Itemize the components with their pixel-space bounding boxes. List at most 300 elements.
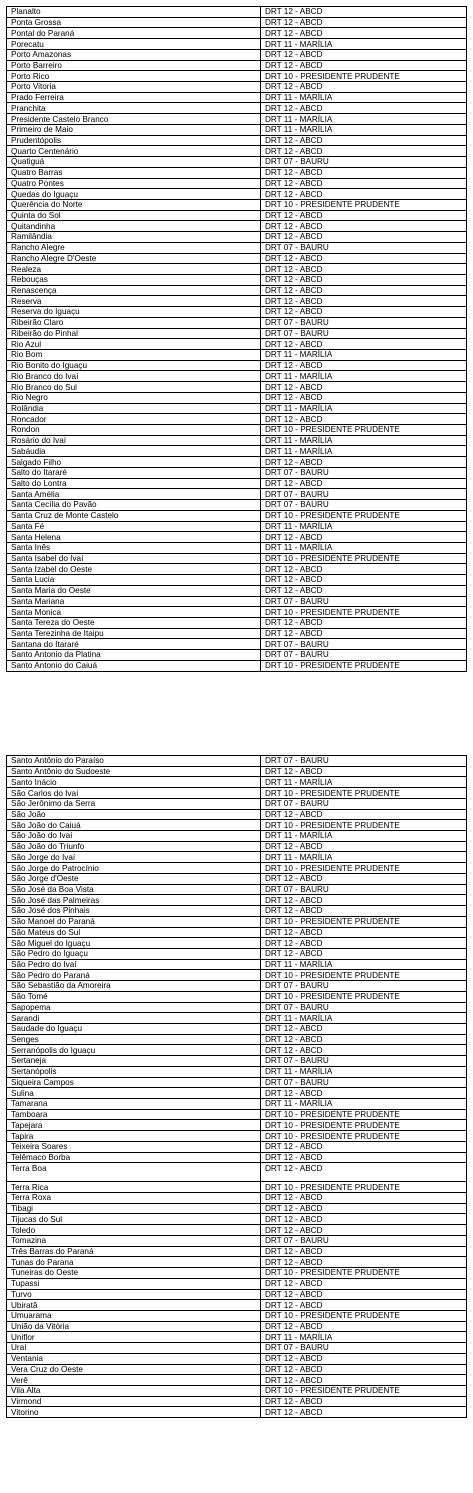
drt-region-cell: DRT 12 - ABCD [261,232,467,243]
municipality-table-2 [6,755,467,1418]
drt-region-cell: DRT 12 - ABCD [261,17,467,28]
table-row [7,553,467,564]
municipality-cell: Umuarama [7,1310,261,1321]
municipality-table-1 [6,6,467,672]
drt-region-cell: DRT 12 - ABCD [261,1141,467,1152]
municipality-cell: Vitorino [7,1407,261,1418]
drt-region-cell: DRT 12 - ABCD [261,906,467,917]
municipality-cell: Toledo [7,1225,261,1236]
drt-region-cell: DRT 07 - BAURU [261,157,467,168]
table-row [7,478,467,489]
table-row [7,17,467,28]
table-row [7,350,467,361]
municipality-cell: Quatro Barras [7,167,261,178]
table-row [7,274,467,285]
municipality-cell: Vila Alta [7,1385,261,1396]
drt-region-cell: DRT 07 - BAURU [261,242,467,253]
table-row [7,49,467,60]
drt-region-cell: DRT 12 - ABCD [261,1088,467,1099]
municipality-cell: Salgado Filho [7,457,261,468]
table-row [7,500,467,511]
drt-region-cell: DRT 12 - ABCD [261,382,467,393]
drt-region-cell: DRT 12 - ABCD [261,1321,467,1332]
table-row [7,1321,467,1332]
drt-region-cell: DRT 11 - MARÍLIA [261,446,467,457]
municipality-cell: São José da Boa Vista [7,884,261,895]
table-row [7,542,467,553]
municipality-cell: Três Barras do Paraná [7,1246,261,1257]
municipality-cell: Terra Boa [7,1163,261,1182]
municipality-cell: Virmond [7,1396,261,1407]
municipality-cell: Terra Rica [7,1182,261,1193]
municipality-cell: Reserva do Iguaçu [7,307,261,318]
table-row [7,884,467,895]
drt-region-cell: DRT 07 - BAURU [261,981,467,992]
drt-region-cell: DRT 12 - ABCD [261,1152,467,1163]
municipality-cell: São Manoel do Paraná [7,916,261,927]
municipality-cell: Santa Cecília do Pavão [7,500,261,511]
table-row [7,607,467,618]
municipality-cell: Quedas do Iguaçu [7,189,261,200]
table-row [7,927,467,938]
drt-region-cell: DRT 11 - MARÍLIA [261,124,467,135]
drt-region-cell: DRT 10 - PRESIDENTE PRUDENTE [261,1131,467,1142]
drt-region-cell: DRT 12 - ABCD [261,1289,467,1300]
table-row [7,532,467,543]
municipality-cell: Santa Fé [7,521,261,532]
drt-region-cell: DRT 12 - ABCD [261,146,467,157]
table-row [7,575,467,586]
table-row [7,242,467,253]
municipality-cell: Primeiro de Maio [7,124,261,135]
drt-region-cell: DRT 10 - PRESIDENTE PRUDENTE [261,788,467,799]
table-row [7,39,467,50]
drt-region-cell: DRT 10 - PRESIDENTE PRUDENTE [261,607,467,618]
municipality-cell: Rolândia [7,403,261,414]
municipality-cell: Prado Ferreira [7,92,261,103]
municipality-cell: Santo Antonio do Caiuá [7,660,261,671]
table-row [7,71,467,82]
table-row [7,135,467,146]
drt-region-cell: DRT 12 - ABCD [261,1278,467,1289]
table-row [7,948,467,959]
table-row [7,564,467,575]
table-row [7,1163,467,1182]
municipality-cell: São João do Triunfo [7,841,261,852]
municipality-cell: Turvo [7,1289,261,1300]
drt-region-cell: DRT 12 - ABCD [261,585,467,596]
drt-region-cell: DRT 11 - MARÍLIA [261,542,467,553]
table-row [7,178,467,189]
municipality-cell: Tapejara [7,1120,261,1131]
municipality-cell: Realeza [7,264,261,275]
table-row [7,1182,467,1193]
municipality-cell: São Miguel do Iguaçu [7,938,261,949]
table-row [7,124,467,135]
municipality-cell: São João [7,809,261,820]
drt-region-cell: DRT 12 - ABCD [261,1163,467,1182]
drt-region-cell: DRT 07 - BAURU [261,1343,467,1354]
municipality-cell: Santo Inácio [7,777,261,788]
drt-region-cell: DRT 12 - ABCD [261,841,467,852]
municipality-cell: São Jorge d'Oeste [7,873,261,884]
table-row [7,1268,467,1279]
municipality-cell: Santa Cruz de Monte Castelo [7,510,261,521]
table-row [7,1131,467,1142]
municipality-cell: Rio Bonito do Iguaçu [7,360,261,371]
table-row [7,7,467,18]
municipality-cell: Salto do Itararé [7,467,261,478]
drt-region-cell: DRT 12 - ABCD [261,948,467,959]
municipality-cell: Vera Cruz do Oeste [7,1364,261,1375]
municipality-cell: Santa Lucia [7,575,261,586]
drt-region-cell: DRT 12 - ABCD [261,873,467,884]
municipality-cell: Terra Roxa [7,1193,261,1204]
municipality-cell: Saudade do Iguaçu [7,1023,261,1034]
table-row [7,510,467,521]
municipality-cell: Porecatu [7,39,261,50]
drt-region-cell: DRT 12 - ABCD [261,478,467,489]
table-row [7,457,467,468]
table-row [7,798,467,809]
table-row [7,296,467,307]
table-row [7,1023,467,1034]
municipality-cell: São Pedro do Ivaí [7,959,261,970]
table-row [7,895,467,906]
drt-region-cell: DRT 12 - ABCD [261,628,467,639]
municipality-cell: União da Vitória [7,1321,261,1332]
table-row [7,1013,467,1024]
drt-region-cell: DRT 12 - ABCD [261,274,467,285]
drt-region-cell: DRT 10 - PRESIDENTE PRUDENTE [261,820,467,831]
municipality-cell: Santa Amélia [7,489,261,500]
municipality-cell: São Pedro do Iguaçu [7,948,261,959]
table-row [7,1300,467,1311]
municipality-cell: Sapopema [7,1002,261,1013]
table-row [7,82,467,93]
drt-region-cell: DRT 12 - ABCD [261,167,467,178]
drt-region-cell: DRT 11 - MARÍLIA [261,371,467,382]
municipality-cell: Porto Vitoria [7,82,261,93]
table-row [7,1077,467,1088]
drt-region-cell: DRT 12 - ABCD [261,1364,467,1375]
table-row [7,1310,467,1321]
municipality-cell: Santa Maria do Oeste [7,585,261,596]
drt-region-cell: DRT 07 - BAURU [261,798,467,809]
municipality-cell: Porto Barreiro [7,60,261,71]
drt-region-cell: DRT 11 - MARÍLIA [261,350,467,361]
table-row [7,1332,467,1343]
municipality-cell: Pontal do Paraná [7,28,261,39]
drt-region-cell: DRT 10 - PRESIDENTE PRUDENTE [261,1310,467,1321]
drt-region-cell: DRT 12 - ABCD [261,1407,467,1418]
table-row [7,339,467,350]
drt-region-cell: DRT 12 - ABCD [261,1034,467,1045]
drt-region-cell: DRT 10 - PRESIDENTE PRUDENTE [261,1385,467,1396]
drt-region-cell: DRT 12 - ABCD [261,1300,467,1311]
table-row [7,1141,467,1152]
drt-region-cell: DRT 12 - ABCD [261,1257,467,1268]
municipality-cell: Quatro Pontes [7,178,261,189]
drt-region-cell: DRT 12 - ABCD [261,339,467,350]
municipality-cell: Rancho Alegre [7,242,261,253]
municipality-cell: Rio Negro [7,392,261,403]
table-row [7,1289,467,1300]
municipality-cell: Tamarana [7,1099,261,1110]
table-row [7,392,467,403]
municipality-cell: Santa Tereza do Oeste [7,617,261,628]
drt-region-cell: DRT 12 - ABCD [261,392,467,403]
municipality-cell: Quarto Centenário [7,146,261,157]
municipality-cell: Uniflor [7,1332,261,1343]
table-row [7,906,467,917]
drt-region-cell: DRT 12 - ABCD [261,938,467,949]
table-row [7,92,467,103]
drt-region-cell: DRT 12 - ABCD [261,1225,467,1236]
table-row [7,221,467,232]
drt-region-cell: DRT 12 - ABCD [261,60,467,71]
drt-region-cell: DRT 12 - ABCD [261,414,467,425]
municipality-cell: Ponta Grossa [7,17,261,28]
table-row [7,766,467,777]
table-row [7,253,467,264]
municipality-cell: São Carlos do Ivaí [7,788,261,799]
municipality-cell: Reserva [7,296,261,307]
table-row [7,1056,467,1067]
table-row [7,852,467,863]
municipality-cell: Rio Branco do Sul [7,382,261,393]
municipality-cell: Serranópolis do Iguaçu [7,1045,261,1056]
drt-region-cell: DRT 12 - ABCD [261,1353,467,1364]
drt-region-cell: DRT 12 - ABCD [261,766,467,777]
municipality-cell: São Jorge do Ivaí [7,852,261,863]
table-row [7,660,467,671]
drt-region-cell: DRT 11 - MARÍLIA [261,1099,467,1110]
table-row [7,788,467,799]
table-row [7,371,467,382]
table-row [7,938,467,949]
municipality-cell: Teixeira Soares [7,1141,261,1152]
municipality-cell: Porto Rico [7,71,261,82]
municipality-cell: Tamboara [7,1109,261,1120]
table-row [7,628,467,639]
drt-region-cell: DRT 12 - ABCD [261,253,467,264]
municipality-cell: Santa Inês [7,542,261,553]
table-row [7,820,467,831]
municipality-cell: Santa Izabel do Oeste [7,564,261,575]
drt-region-cell: DRT 10 - PRESIDENTE PRUDENTE [261,916,467,927]
drt-region-cell: DRT 12 - ABCD [261,809,467,820]
table-row [7,60,467,71]
municipality-cell: Rio Branco do Ivaí [7,371,261,382]
table-row [7,360,467,371]
municipality-cell: Tupassi [7,1278,261,1289]
municipality-cell: Rebouças [7,274,261,285]
municipality-cell: Santa Helena [7,532,261,543]
table-row [7,232,467,243]
municipality-cell: Porto Amazonas [7,49,261,60]
municipality-cell: Telêmaco Borba [7,1152,261,1163]
drt-region-cell: DRT 12 - ABCD [261,1214,467,1225]
drt-region-cell: DRT 07 - BAURU [261,489,467,500]
drt-region-cell: DRT 12 - ABCD [261,28,467,39]
municipality-cell: São Pedro do Paraná [7,970,261,981]
table-row [7,617,467,628]
table-row [7,1002,467,1013]
table-row [7,489,467,500]
drt-region-cell: DRT 12 - ABCD [261,575,467,586]
municipality-cell: São José das Palmeiras [7,895,261,906]
drt-region-cell: DRT 10 - PRESIDENTE PRUDENTE [261,970,467,981]
municipality-cell: Sabáudia [7,446,261,457]
table-row [7,103,467,114]
municipality-cell: Rondon [7,425,261,436]
drt-region-cell: DRT 07 - BAURU [261,500,467,511]
drt-region-cell: DRT 12 - ABCD [261,221,467,232]
table-row [7,414,467,425]
municipality-cell: São Sebastião da Amoreira [7,981,261,992]
drt-region-cell: DRT 11 - MARÍLIA [261,435,467,446]
municipality-cell: Quitandinha [7,221,261,232]
municipality-cell: Tibagi [7,1203,261,1214]
table-row [7,873,467,884]
drt-region-cell: DRT 12 - ABCD [261,296,467,307]
table-row [7,959,467,970]
table-row [7,756,467,767]
municipality-cell: Tapira [7,1131,261,1142]
drt-region-cell: DRT 12 - ABCD [261,895,467,906]
table-row [7,146,467,157]
drt-region-cell: DRT 10 - PRESIDENTE PRUDENTE [261,510,467,521]
drt-region-cell: DRT 11 - MARÍLIA [261,831,467,842]
drt-region-cell: DRT 11 - MARÍLIA [261,521,467,532]
municipality-cell: São Jerônimo da Serra [7,798,261,809]
drt-region-cell: DRT 10 - PRESIDENTE PRUDENTE [261,991,467,1002]
municipality-cell: Sarandi [7,1013,261,1024]
table-row [7,157,467,168]
drt-region-cell: DRT 12 - ABCD [261,1246,467,1257]
table-row [7,863,467,874]
table-row [7,1214,467,1225]
table-row [7,809,467,820]
municipality-cell: Sertaneja [7,1056,261,1067]
drt-region-cell: DRT 12 - ABCD [261,7,467,18]
drt-region-cell: DRT 11 - MARÍLIA [261,777,467,788]
table-row [7,1109,467,1120]
drt-region-cell: DRT 12 - ABCD [261,49,467,60]
table-row [7,1385,467,1396]
drt-region-cell: DRT 07 - BAURU [261,650,467,661]
table-row [7,1364,467,1375]
table-row [7,382,467,393]
drt-region-cell: DRT 11 - MARÍLIA [261,852,467,863]
municipality-cell: Querência do Norte [7,199,261,210]
municipality-cell: São Mateus do Sul [7,927,261,938]
drt-region-cell: DRT 12 - ABCD [261,360,467,371]
table-row [7,328,467,339]
drt-region-cell: DRT 07 - BAURU [261,1002,467,1013]
municipality-cell: Ribeirão Claro [7,317,261,328]
table-row [7,210,467,221]
municipality-cell: Sulina [7,1088,261,1099]
table-row [7,1407,467,1418]
municipality-cell: Verê [7,1375,261,1386]
table-row [7,1152,467,1163]
municipality-cell: Roncador [7,414,261,425]
table-row [7,199,467,210]
drt-region-cell: DRT 10 - PRESIDENTE PRUDENTE [261,199,467,210]
table-row [7,1343,467,1354]
table-row [7,1066,467,1077]
drt-region-cell: DRT 12 - ABCD [261,1193,467,1204]
municipality-cell: Ribeirão do Pinhal [7,328,261,339]
municipality-cell: Santa Terezinha de Itaipu [7,628,261,639]
table-row [7,1225,467,1236]
drt-region-cell: DRT 12 - ABCD [261,103,467,114]
municipality-cell: Tomazina [7,1235,261,1246]
municipality-cell: Santa Isabel do Ivaí [7,553,261,564]
municipality-cell: Renascença [7,285,261,296]
drt-region-cell: DRT 12 - ABCD [261,82,467,93]
table-row [7,403,467,414]
table-row [7,981,467,992]
municipality-cell: Quatiguá [7,157,261,168]
municipality-cell: Siqueira Campos [7,1077,261,1088]
drt-region-cell: DRT 12 - ABCD [261,457,467,468]
municipality-cell: Santo Antonio da Platina [7,650,261,661]
table-row [7,189,467,200]
municipality-cell: Uraí [7,1343,261,1354]
municipality-cell: Santa Monica [7,607,261,618]
drt-region-cell: DRT 12 - ABCD [261,1023,467,1034]
drt-region-cell: DRT 11 - MARÍLIA [261,1013,467,1024]
municipality-cell: Ubiratã [7,1300,261,1311]
drt-region-cell: DRT 07 - BAURU [261,467,467,478]
municipality-cell: Tunas do Parana [7,1257,261,1268]
drt-region-cell: DRT 11 - MARÍLIA [261,92,467,103]
municipality-cell: Rio Azul [7,339,261,350]
drt-region-cell: DRT 07 - BAURU [261,884,467,895]
drt-region-cell: DRT 07 - BAURU [261,1077,467,1088]
table-row [7,1246,467,1257]
drt-region-cell: DRT 07 - BAURU [261,639,467,650]
drt-region-cell: DRT 07 - BAURU [261,596,467,607]
drt-region-cell: DRT 11 - MARÍLIA [261,1332,467,1343]
drt-region-cell: DRT 07 - BAURU [261,328,467,339]
table-row [7,1099,467,1110]
drt-region-cell: DRT 10 - PRESIDENTE PRUDENTE [261,863,467,874]
table-row [7,916,467,927]
table-row [7,831,467,842]
drt-region-cell: DRT 10 - PRESIDENTE PRUDENTE [261,71,467,82]
table-row [7,970,467,981]
drt-region-cell: DRT 07 - BAURU [261,1056,467,1067]
municipality-cell: Rio Bom [7,350,261,361]
table-row [7,585,467,596]
drt-region-cell: DRT 12 - ABCD [261,927,467,938]
table-row [7,777,467,788]
drt-region-cell: DRT 11 - MARÍLIA [261,1066,467,1077]
municipality-cell: São João do Ivaí [7,831,261,842]
municipality-cell: Santo Antônio do Paraíso [7,756,261,767]
drt-region-cell: DRT 10 - PRESIDENTE PRUDENTE [261,660,467,671]
drt-region-cell: DRT 12 - ABCD [261,307,467,318]
table-row [7,1353,467,1364]
municipality-cell: Salto do Lontra [7,478,261,489]
municipality-cell: Presidente Castelo Branco [7,114,261,125]
table-row [7,1034,467,1045]
table-row [7,467,467,478]
